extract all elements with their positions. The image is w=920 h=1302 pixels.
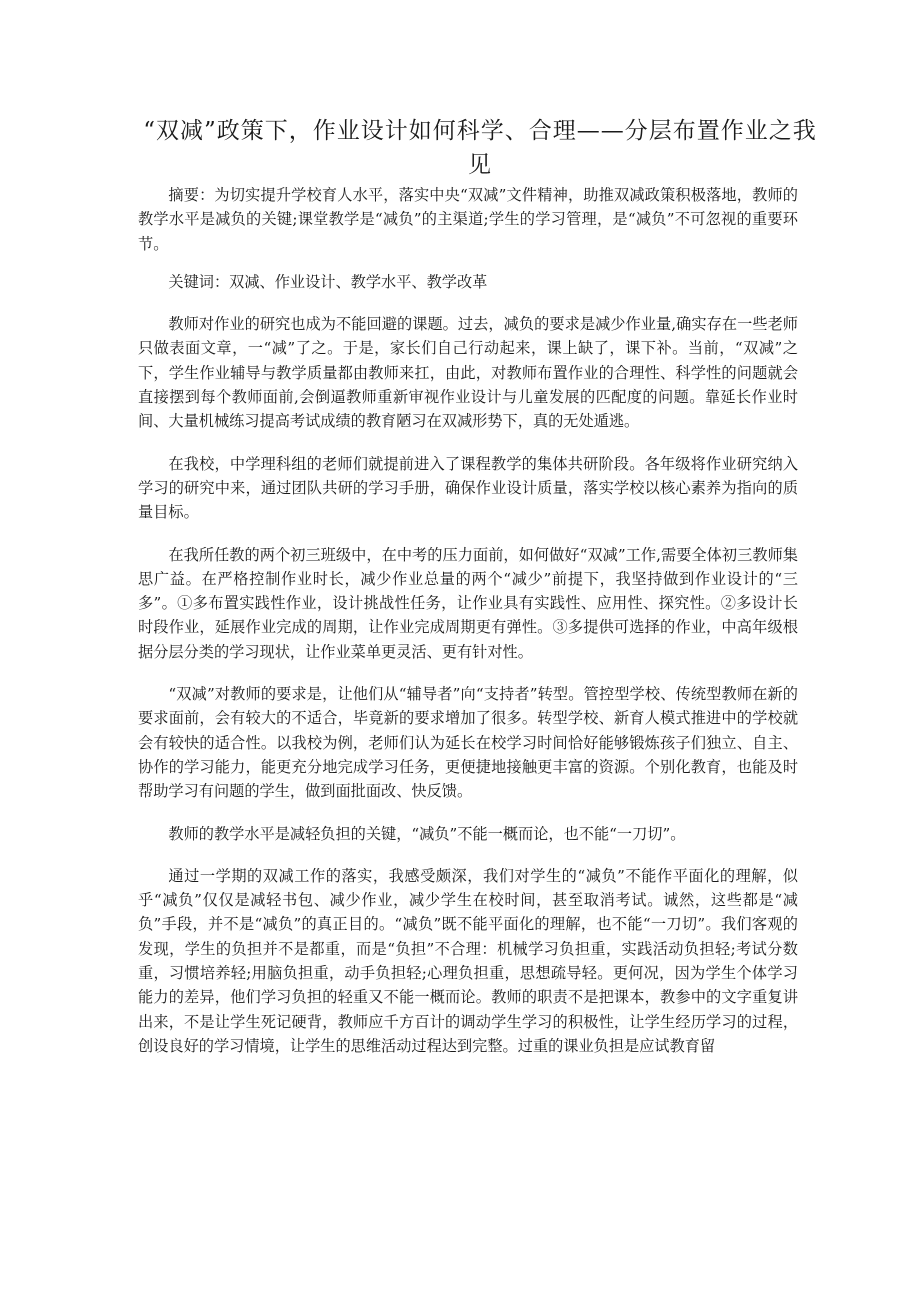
body-paragraph: “双减”对教师的要求是，让他们从“辅导者”向“支持者”转型。管控型学校、传统型教师在新的要求面前，会有较大的不适合，毕竟新的要求增加了很多。转型学校、新育人模式推进中的学校就会有较快的适合性。以我校为例，老师们认为延长在校学习时间恰好能够锻炼孩子们独立、自主、协作的学习能力，能更充分地完成学习任务，更便捷地接触更丰富的资源。个别化教育，也能及时帮助学习有问题的学生，做到面批面改、快反馈。 (138, 685, 798, 801)
keywords-paragraph: 关键词：双减、作业设计、教学水平、教学改革 (168, 272, 488, 291)
abstract-paragraph: 摘要：为切实提升学校育人水平，落实中央“双减”文件精神，助推双减政策积极落地，教师的教学水平是减负的关键;课堂教学是“减负”的主渠道;学生的学习管理，是“减负”不可忽视的重要环节。 (138, 186, 798, 253)
body-paragraph: 在我校，中学理科组的老师们就提前进入了课程教学的集体共研阶段。各年级将作业研究纳入学习的研究中来，通过团队共研的学习手册，确保作业设计质量，落实学校以核心素养为指向的质量目标。 (138, 454, 798, 522)
document-body (138, 183, 798, 1076)
body-paragraph: 教师的教学水平是减轻负担的关键，“减负”不能一概而论，也不能“一刀切”。 (168, 824, 686, 843)
body-paragraph: 在我所任教的两个初三班级中，在中考的压力面前，如何做好“双减”工作,需要全体初三教师集思广益。在严格控制作业时长，减少作业总量的两个“减少”前提下，我坚持做到作业设计的“三多”。①多布置实践性作业，设计挑战性任务，让作业具有实践性、应用性、探究性。②多设计长时段作业，延展作业完成的周期，让作业完成周期更有弹性。③多提供可选择的作业，中高年级根据分层分类的学习现状，让作业菜单更灵活、更有针对性。 (138, 545, 798, 661)
document-title: “双减”政策下，作业设计如何科学、合理——分层布置作业之我见 (143, 118, 817, 178)
body-paragraph: 教师对作业的研究也成为不能回避的课题。过去，减负的要求是减少作业量,确实存在一些老师只做表面文章，一“减”了之。于是，家长们自己行动起来，课上缺了，课下补。当前，“双减”之下，学生作业辅导与教学质量都由教师来扛，由此，对教师布置作业的合理性、科学性的问题就会直接摆到每个教师面前,会倒逼教师重新审视作业设计与儿童发展的匹配度的问题。靠延长作业时间、大量机械练习提高考试成绩的教育陋习在双减形势下，真的无处遁逃。 (138, 315, 798, 431)
body-paragraph: 通过一学期的双减工作的落实，我感受颇深，我们对学生的“减负”不能作平面化的理解，似乎“减负”仅仅是减轻书包、减少作业，减少学生在校时间，甚至取消考试。诚然，这些都是“减负”手段，并不是“减负”的真正目的。“减负”既不能平面化的理解，也不能“一刀切”。我们客观的发现，学生的负担并不是都重，而是“负担”不合理：机械学习负担重，实践活动负担轻;考试分数重，习惯培养轻;用脑负担重，动手负担轻;心理负担重，思想疏导轻。更何况，因为学生个体学习能力的差异，他们学习负担的轻重又不能一概而论。教师的职责不是把课本，教参中的文字重复讲出来，不是让学生死记硬背，教师应千方百计的调动学生学习的积极性，让学生经历学习的过程，创设良好的学习情境，让学生的思维活动过程达到完整。过重的课业负担是应试教育留 (138, 866, 798, 1055)
